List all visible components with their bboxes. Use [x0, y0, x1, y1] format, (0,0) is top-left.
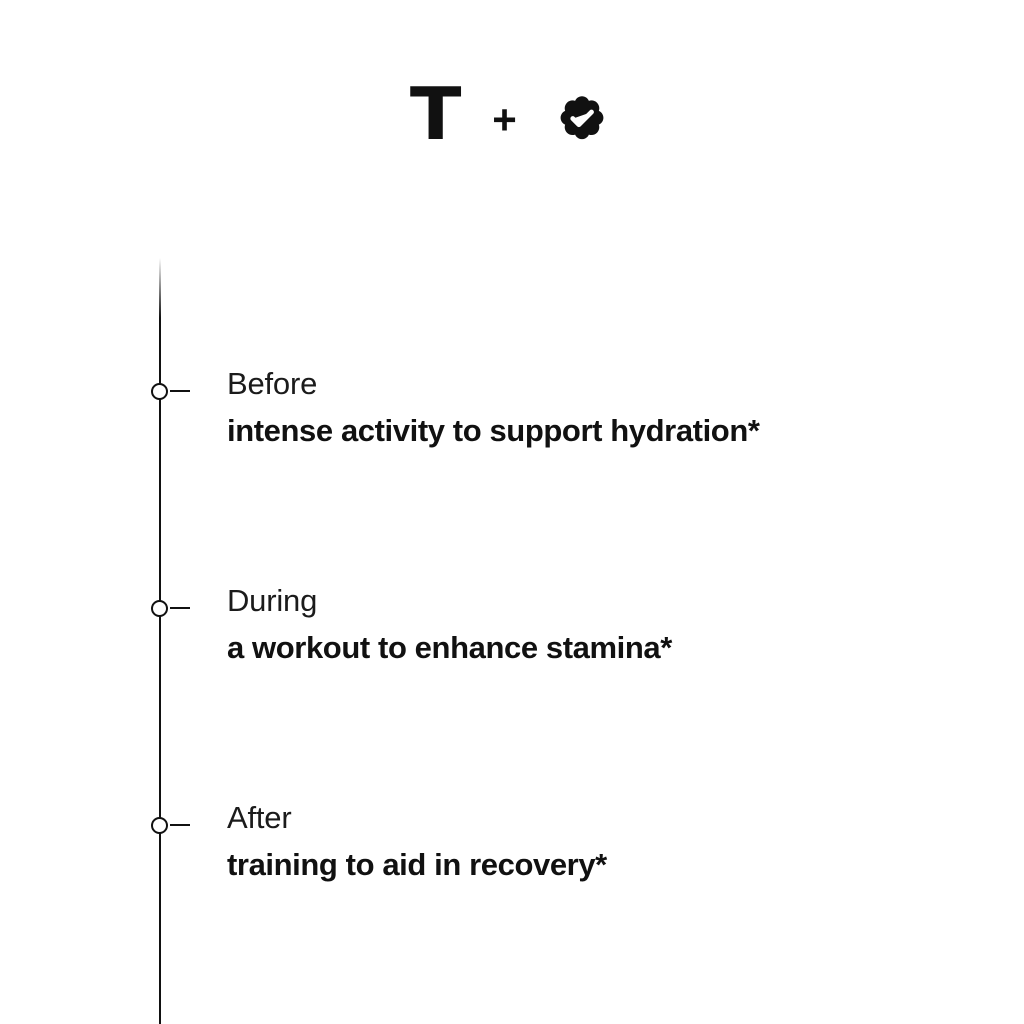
timeline-item-label: After — [227, 800, 292, 835]
timeline-item-description: training to aid in recovery* — [227, 846, 607, 882]
timeline-item-label: During — [227, 583, 318, 618]
timeline-axis — [159, 258, 161, 1024]
timeline-node-icon — [151, 600, 168, 617]
timeline-item-text — [227, 582, 987, 667]
timeline-item-description: intense activity to support hydration* — [227, 412, 760, 448]
timeline-node-icon — [151, 383, 168, 400]
timeline-item-text — [227, 365, 987, 450]
timeline-tick-icon — [170, 390, 190, 392]
timeline-item-label: Before — [227, 366, 318, 401]
timeline-node-icon — [151, 817, 168, 834]
timeline-item-text — [227, 799, 987, 884]
timeline-tick-icon — [170, 824, 190, 826]
timeline-tick-icon — [170, 607, 190, 609]
plus-icon: + — [492, 96, 517, 143]
brand-wordmark: T — [409, 72, 460, 156]
timeline-item-description: a workout to enhance stamina* — [227, 629, 672, 665]
